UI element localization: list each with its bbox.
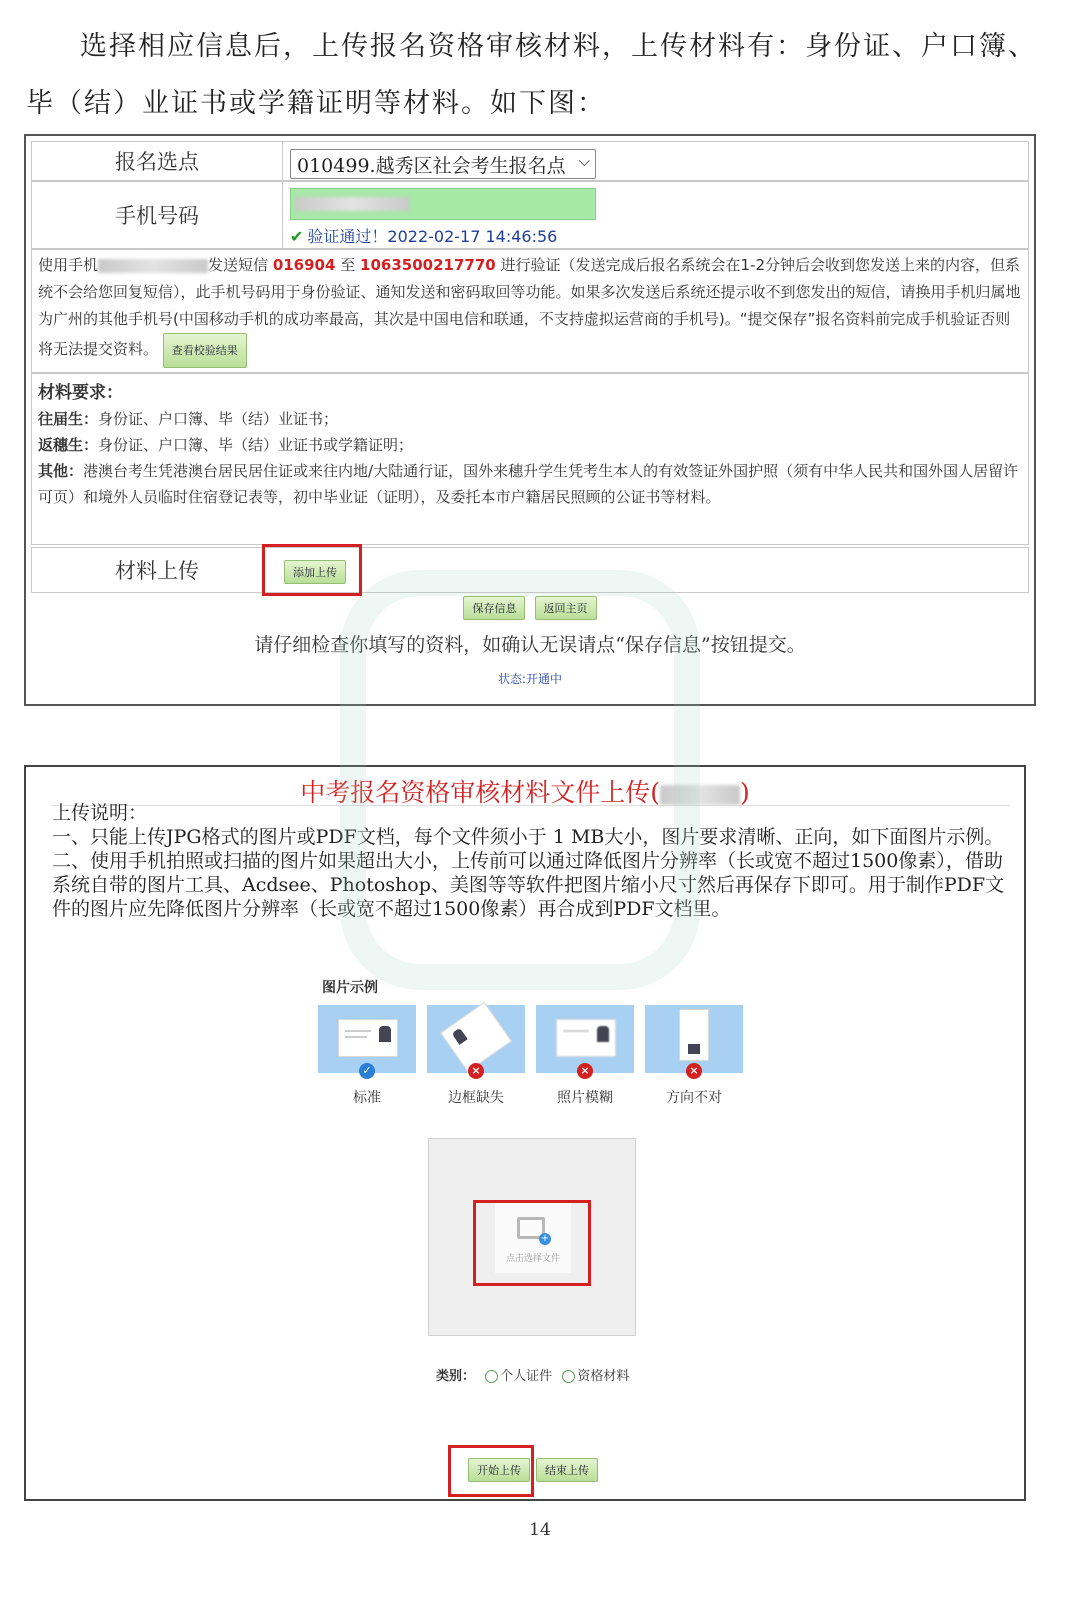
materials-l1-text: 身份证、户口簿、毕（结）业证书；: [98, 410, 339, 428]
blurred-phone: [295, 197, 409, 211]
page-number: 14: [529, 1520, 551, 1540]
upload-title-suffix: ): [740, 778, 750, 807]
home-button[interactable]: 返回主页: [535, 596, 597, 620]
sms-row: [31, 249, 1029, 373]
example-blurry: [536, 1005, 634, 1077]
end-upload-button[interactable]: 结束上传: [536, 1458, 598, 1482]
check-icon: ✓: [359, 1063, 375, 1079]
intro-line-1: 选择相应信息后，上传报名资格审核材料，上传材料有：身份证、户口簿、: [80, 31, 1037, 62]
intro-paragraph: [26, 18, 1056, 132]
upload-label: 材料上传: [115, 559, 199, 583]
example-label: 边框缺失: [448, 1090, 504, 1106]
example-standard: [318, 1005, 416, 1077]
check-result-button[interactable]: 查看校验结果: [163, 333, 247, 368]
check-icon: ✔: [290, 227, 304, 246]
site-select[interactable]: [290, 149, 596, 179]
example-wrong-orientation: [645, 1005, 743, 1077]
sms-code: 016904: [272, 256, 336, 274]
start-upload-button[interactable]: 开始上传: [468, 1458, 530, 1482]
example-label: 标准: [353, 1090, 381, 1106]
add-upload-button[interactable]: 添加上传: [284, 560, 346, 584]
materials-requirements: [32, 374, 1028, 512]
sms-send: 发送短信: [208, 256, 269, 274]
upload-title-prefix: 中考报名资格审核材料文件上传(: [300, 778, 660, 807]
category-option-1: 个人证件: [500, 1369, 553, 1384]
blurred-phone-inline: [98, 259, 208, 273]
examples-title: 图片示例: [322, 980, 378, 996]
materials-row: [31, 373, 1029, 545]
sms-number: 1063500217770: [360, 256, 496, 274]
verify-text: 验证通过！2022-02-17 14:46:56: [307, 227, 558, 246]
phone-row: [31, 181, 1029, 249]
highlight-box: [473, 1200, 591, 1286]
instr-heading: 上传说明：: [52, 802, 148, 824]
error-icon: ×: [468, 1063, 484, 1079]
plus-icon: +: [540, 1233, 550, 1244]
phone-input[interactable]: [290, 188, 596, 220]
blurry-card-icon: [556, 1019, 616, 1057]
example-label: 照片模糊: [557, 1090, 613, 1106]
id-card-icon: [338, 1019, 398, 1057]
materials-l1-label: 往届生：: [38, 410, 99, 428]
status-text: 状态:开通中: [497, 672, 563, 686]
radio-qualification[interactable]: [562, 1370, 575, 1383]
category-selector: [436, 1365, 629, 1384]
chevron-down-icon: ⌵: [578, 152, 590, 170]
materials-l3-text: 港澳台考生凭港澳台居民居住证或来往内地/大陆通行证，国外来穗升学生凭考生本人的有效签证外国护照（须有中华人民共和国外国人居留许可页）和境外人员临时住宿登记表等，初中毕业证（证明），及委托本市户籍居民照顾的公证书等材料。: [38, 462, 1019, 506]
sms-rest: 进行验证（发送完成后报名系统会在1-2分钟后会收到您发送上来的内容，但系统不会给您回复短信），此手机号码用于身份验证、通知发送和密码取回等功能。如果多次发送后系统还提示收不到您发出的短信，请换用手机归属地为广州的其他手机号(中国移动手机的成功率最高，其次是中国电信和联通，不支持虚拟运营商的手机号)。“提交保存”报名资料前完成手机验证否则将无法提交资料。: [38, 256, 1021, 358]
highlight-box: [448, 1445, 534, 1497]
registration-form-panel: [24, 134, 1036, 706]
instr-1: 一、只能上传JPG格式的图片或PDF文档，每个文件须小于 1 MB大小，图片要求清晰、正向，如下面图片示例。: [52, 826, 1004, 848]
materials-heading: 材料要求：: [38, 383, 123, 403]
instr-2: 二、使用手机拍照或扫描的图片如果超出大小，上传前可以通过降低图片分辨率（长或宽不超过1500像素），借助系统自带的图片工具、Acdsee、Photoshop、美图等等软件把图片缩小尺寸然后再保存下即可。用于制作PDF文件的图片应先降低图片分辨率（长或宽不超过1500像素）再合成到PDF文档里。: [52, 850, 1005, 920]
highlight-box: [262, 544, 362, 596]
error-icon: ×: [577, 1063, 593, 1079]
materials-l3-label: 其他：: [38, 462, 84, 480]
verify-status: [290, 224, 557, 247]
file-upload-panel: [24, 765, 1026, 1501]
category-option-2: 资格材料: [577, 1369, 630, 1384]
category-label: 类别：: [436, 1369, 476, 1384]
radio-personal-id[interactable]: [485, 1370, 498, 1383]
tilted-card-icon: [440, 1002, 512, 1072]
choose-file-label: 点击选择文件: [505, 1254, 560, 1264]
example-label: 方向不对: [666, 1090, 722, 1106]
phone-label: 手机号码: [32, 182, 283, 248]
upload-row: [31, 547, 1029, 593]
site-select-value: 010499.越秀区社会考生报名点: [297, 154, 566, 177]
intro-line-2: 毕（结）业证书或学籍证明等材料。如下图：: [26, 88, 606, 119]
confirm-text: 请仔细检查你填写的资料，如确认无误请点“保存信息”按钮提交。: [254, 634, 806, 656]
error-icon: ×: [686, 1063, 702, 1079]
sms-instructions: [32, 250, 1028, 370]
sms-prefix: 使用手机: [38, 256, 99, 274]
form-actions: [26, 596, 1034, 620]
save-button[interactable]: 保存信息: [463, 596, 525, 620]
materials-l2-text: 身份证、户口簿、毕（结）业证书或学籍证明；: [98, 436, 414, 454]
example-border-missing: [427, 1005, 525, 1077]
materials-l2-label: 返穗生：: [38, 436, 99, 454]
site-row: [31, 141, 1029, 181]
upload-instructions: [52, 801, 1012, 921]
sms-to: 至: [340, 256, 356, 274]
site-label: 报名选点: [32, 142, 283, 180]
rotated-card-icon: [679, 1009, 709, 1061]
